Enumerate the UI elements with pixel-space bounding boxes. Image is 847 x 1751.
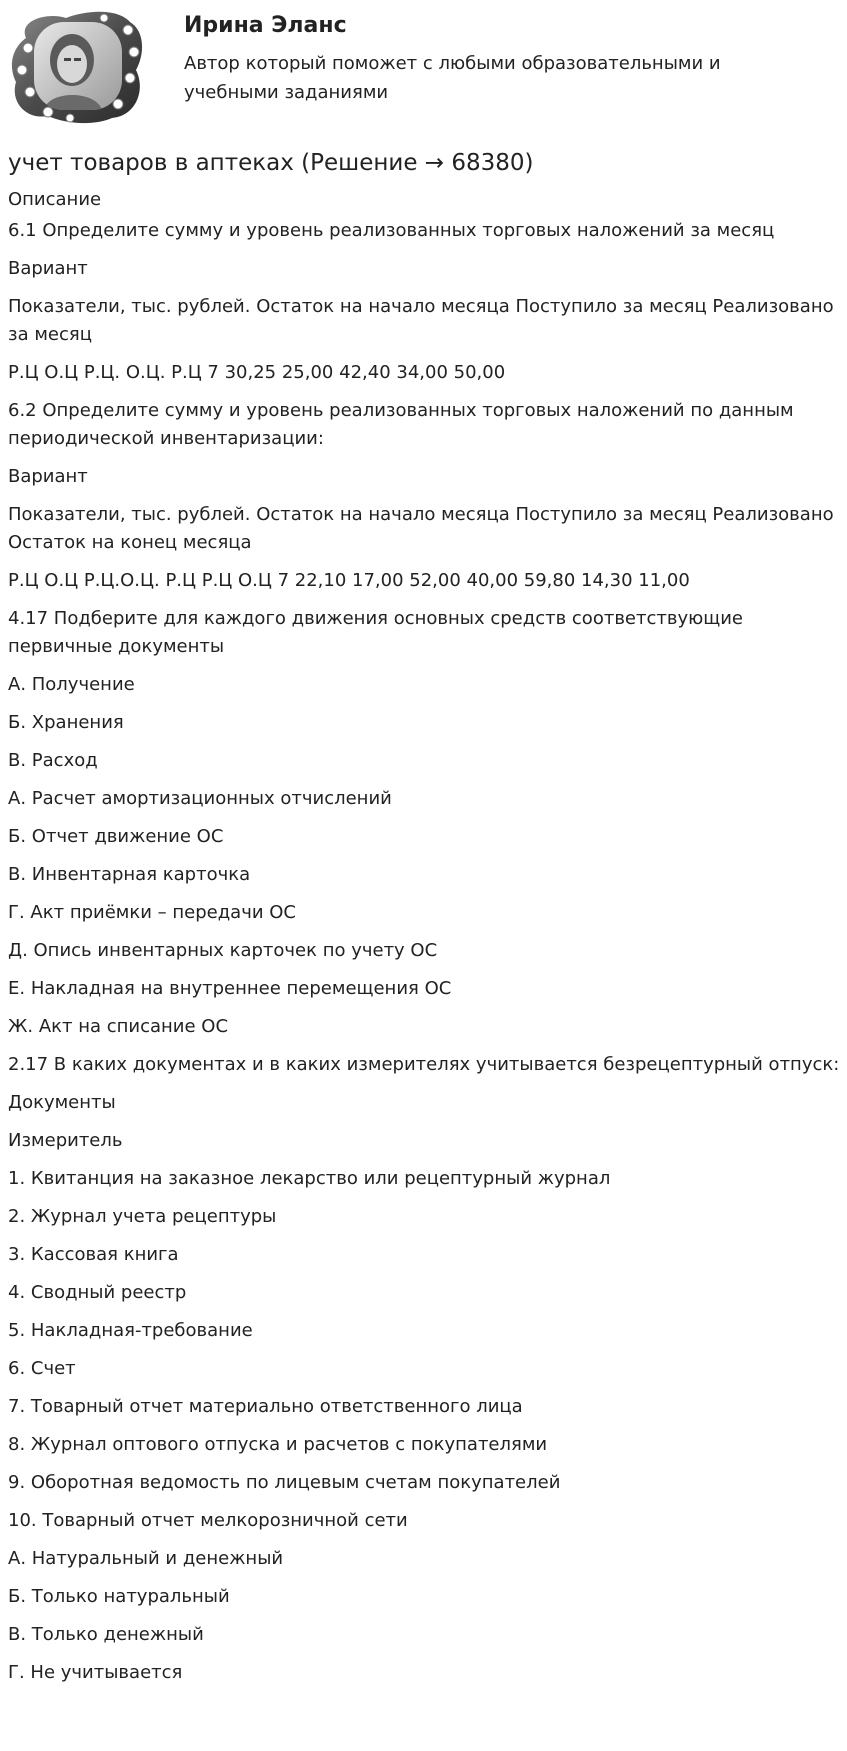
paragraph: Б. Хранения (8, 712, 124, 733)
paragraph: В. Расход (8, 750, 98, 771)
paragraph: А. Натуральный и денежный (8, 1548, 284, 1569)
paragraph: Д. Опись инвентарных карточек по учету ОС (8, 940, 438, 961)
paragraph: 6.2 Определите сумму и уровень реализованных торговых наложений по данным периодической инвентаризации: (8, 400, 794, 449)
paragraph: 8. Журнал оптового отпуска и расчетов с покупателями (8, 1434, 548, 1455)
author-description: Автор который поможет с любыми образовательными и учебными заданиями (184, 53, 721, 103)
author-name[interactable]: Ирина Эланс (184, 13, 347, 38)
author-avatar[interactable] (8, 8, 148, 126)
paragraph: Е. Накладная на внутреннее перемещения ОС (8, 978, 452, 999)
paragraph: 7. Товарный отчет материально ответственного лица (8, 1396, 523, 1417)
paragraph: Показатели, тыс. рублей. Остаток на начало месяца Поступило за месяц Реализовано Остаток на конец месяца (8, 504, 834, 553)
paragraph: А. Получение (8, 674, 135, 695)
paragraph: Р.Ц О.Ц Р.Ц.О.Ц. Р.Ц Р.Ц О.Ц 7 22,10 17,00 52,00 40,00 59,80 14,30 11,00 (8, 570, 690, 591)
page-title: учет товаров в аптеках (Решение → 68380) (8, 150, 534, 176)
paragraph: 4. Сводный реестр (8, 1282, 187, 1303)
paragraph: Б. Только натуральный (8, 1586, 230, 1607)
paragraph: Б. Отчет движение ОС (8, 826, 224, 847)
description-label: Описание (8, 189, 102, 210)
paragraph: 1. Квитанция на заказное лекарство или рецептурный журнал (8, 1168, 611, 1189)
paragraph: Ж. Акт на списание ОС (8, 1016, 229, 1037)
document-body (8, 187, 840, 1697)
paragraph: Вариант (8, 466, 88, 487)
paragraph: Измеритель (8, 1130, 123, 1151)
paragraph: 3. Кассовая книга (8, 1244, 179, 1265)
paragraph: Р.Ц О.Ц Р.Ц. О.Ц. Р.Ц 7 30,25 25,00 42,40 34,00 50,00 (8, 362, 506, 383)
paragraph: А. Расчет амортизационных отчислений (8, 788, 392, 809)
paragraph: 4.17 Подберите для каждого движения основных средств соответствующие первичные документы (8, 608, 744, 657)
paragraph: В. Только денежный (8, 1624, 204, 1645)
paragraph: 6.1 Определите сумму и уровень реализованных торговых наложений за месяц (8, 220, 775, 241)
paragraph: Вариант (8, 258, 88, 279)
paragraph: 10. Товарный отчет мелкорозничной сети (8, 1510, 408, 1531)
paragraph: 2. Журнал учета рецептуры (8, 1206, 277, 1227)
paragraph: 2.17 В каких документах и в каких измерителях учитывается безрецептурный отпуск: (8, 1054, 840, 1075)
paragraph: 9. Оборотная ведомость по лицевым счетам покупателей (8, 1472, 561, 1493)
paragraph: Г. Не учитывается (8, 1662, 183, 1683)
paragraph: Документы (8, 1092, 116, 1113)
paragraph: Показатели, тыс. рублей. Остаток на начало месяца Поступило за месяц Реализовано за месяц (8, 296, 834, 345)
paragraph: 5. Накладная-требование (8, 1320, 253, 1341)
paragraph-list (8, 217, 840, 1687)
paragraph: В. Инвентарная карточка (8, 864, 251, 885)
paragraph: Г. Акт приёмки – передачи ОС (8, 902, 296, 923)
paragraph: 6. Счет (8, 1358, 76, 1379)
author-header (0, 0, 847, 130)
